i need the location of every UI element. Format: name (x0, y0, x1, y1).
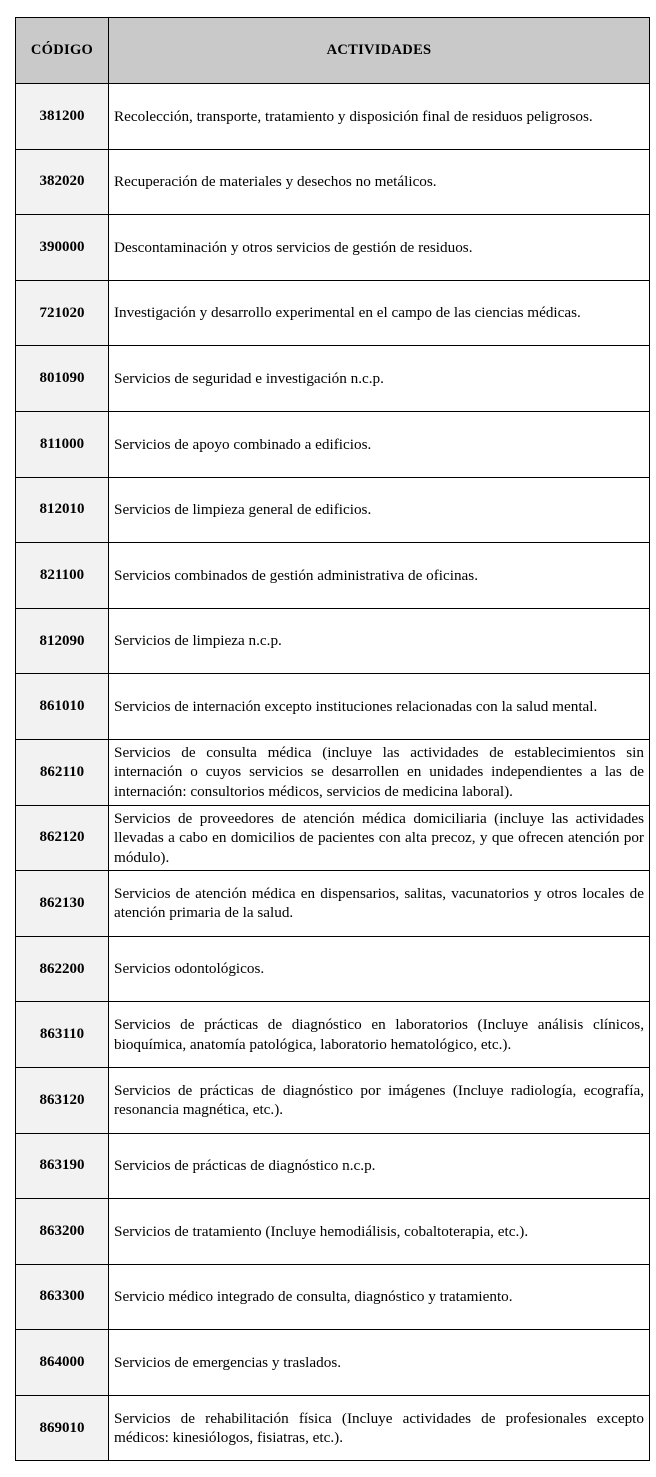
row-code: 863190 (16, 1133, 109, 1199)
table-row (16, 1133, 650, 1199)
table-row (16, 739, 650, 805)
row-activity: Servicios odontológicos. (109, 936, 650, 1002)
row-code: 801090 (16, 346, 109, 412)
table-header-row (16, 18, 650, 84)
row-code: 862200 (16, 936, 109, 1002)
row-code: 863300 (16, 1264, 109, 1330)
row-code: 381200 (16, 84, 109, 150)
row-activity: Servicios de atención médica en dispensarios, salitas, vacunatorios y otros locales de atención primaria de la salud. (109, 871, 650, 937)
row-activity: Servicios de seguridad e investigación n.c.p. (109, 346, 650, 412)
table-row (16, 805, 650, 871)
row-code: 864000 (16, 1330, 109, 1396)
row-activity: Servicios de tratamiento (Incluye hemodiálisis, cobaltoterapia, etc.). (109, 1199, 650, 1265)
header-code: CÓDIGO (16, 18, 109, 84)
row-code: 821100 (16, 543, 109, 609)
row-activity: Servicio médico integrado de consulta, diagnóstico y tratamiento. (109, 1264, 650, 1330)
table-row (16, 215, 650, 281)
row-code: 390000 (16, 215, 109, 281)
row-code: 812010 (16, 477, 109, 543)
table-row (16, 1002, 650, 1068)
row-activity: Investigación y desarrollo experimental en el campo de las ciencias médicas. (109, 280, 650, 346)
row-activity: Servicios de limpieza n.c.p. (109, 608, 650, 674)
row-code: 863110 (16, 1002, 109, 1068)
row-activity: Servicios de proveedores de atención médica domiciliaria (incluye las actividades llevadas a cabo en domicilios de pacientes con alta precoz, y que ofrecen atención por módulo). (109, 805, 650, 871)
row-activity: Servicios de limpieza general de edificios. (109, 477, 650, 543)
activities-table (15, 17, 650, 1461)
row-code: 812090 (16, 608, 109, 674)
table-row (16, 1395, 650, 1461)
table-row (16, 280, 650, 346)
table-row (16, 936, 650, 1002)
row-code: 863120 (16, 1067, 109, 1133)
row-activity: Recolección, transporte, tratamiento y disposición final de residuos peligrosos. (109, 84, 650, 150)
row-code: 811000 (16, 411, 109, 477)
row-activity: Descontaminación y otros servicios de gestión de residuos. (109, 215, 650, 281)
table-row (16, 871, 650, 937)
table-row (16, 84, 650, 150)
table-row (16, 1067, 650, 1133)
row-activity: Servicios de consulta médica (incluye las actividades de establecimientos sin internación o cuyos servicios se desarrollen en unidades independientes a las de internación: consultorios médicos, servicios de medicina laboral). (109, 739, 650, 805)
table-row (16, 1199, 650, 1265)
row-activity: Servicios de prácticas de diagnóstico n.c.p. (109, 1133, 650, 1199)
table-row (16, 477, 650, 543)
row-activity: Recuperación de materiales y desechos no metálicos. (109, 149, 650, 215)
row-code: 862110 (16, 739, 109, 805)
table-row (16, 149, 650, 215)
row-code: 862120 (16, 805, 109, 871)
row-activity: Servicios de prácticas de diagnóstico en laboratorios (Incluye análisis clínicos, bioquímica, anatomía patológica, laboratorio hematológico, etc.). (109, 1002, 650, 1068)
table-row (16, 346, 650, 412)
table-row (16, 543, 650, 609)
row-activity: Servicios de prácticas de diagnóstico por imágenes (Incluye radiología, ecografía, resonancia magnética, etc.). (109, 1067, 650, 1133)
table-row (16, 1264, 650, 1330)
row-code: 861010 (16, 674, 109, 740)
table-row (16, 411, 650, 477)
row-activity: Servicios de apoyo combinado a edificios. (109, 411, 650, 477)
row-activity: Servicios de rehabilitación física (Incluye actividades de profesionales excepto médicos: kinesiólogos, fisiatras, etc.). (109, 1395, 650, 1461)
table-row (16, 674, 650, 740)
row-activity: Servicios combinados de gestión administrativa de oficinas. (109, 543, 650, 609)
row-activity: Servicios de internación excepto instituciones relacionadas con la salud mental. (109, 674, 650, 740)
table-row (16, 608, 650, 674)
row-code: 382020 (16, 149, 109, 215)
row-activity: Servicios de emergencias y traslados. (109, 1330, 650, 1396)
row-code: 721020 (16, 280, 109, 346)
row-code: 862130 (16, 871, 109, 937)
row-code: 869010 (16, 1395, 109, 1461)
row-code: 863200 (16, 1199, 109, 1265)
header-activities: ACTIVIDADES (109, 18, 650, 84)
table-row (16, 1330, 650, 1396)
